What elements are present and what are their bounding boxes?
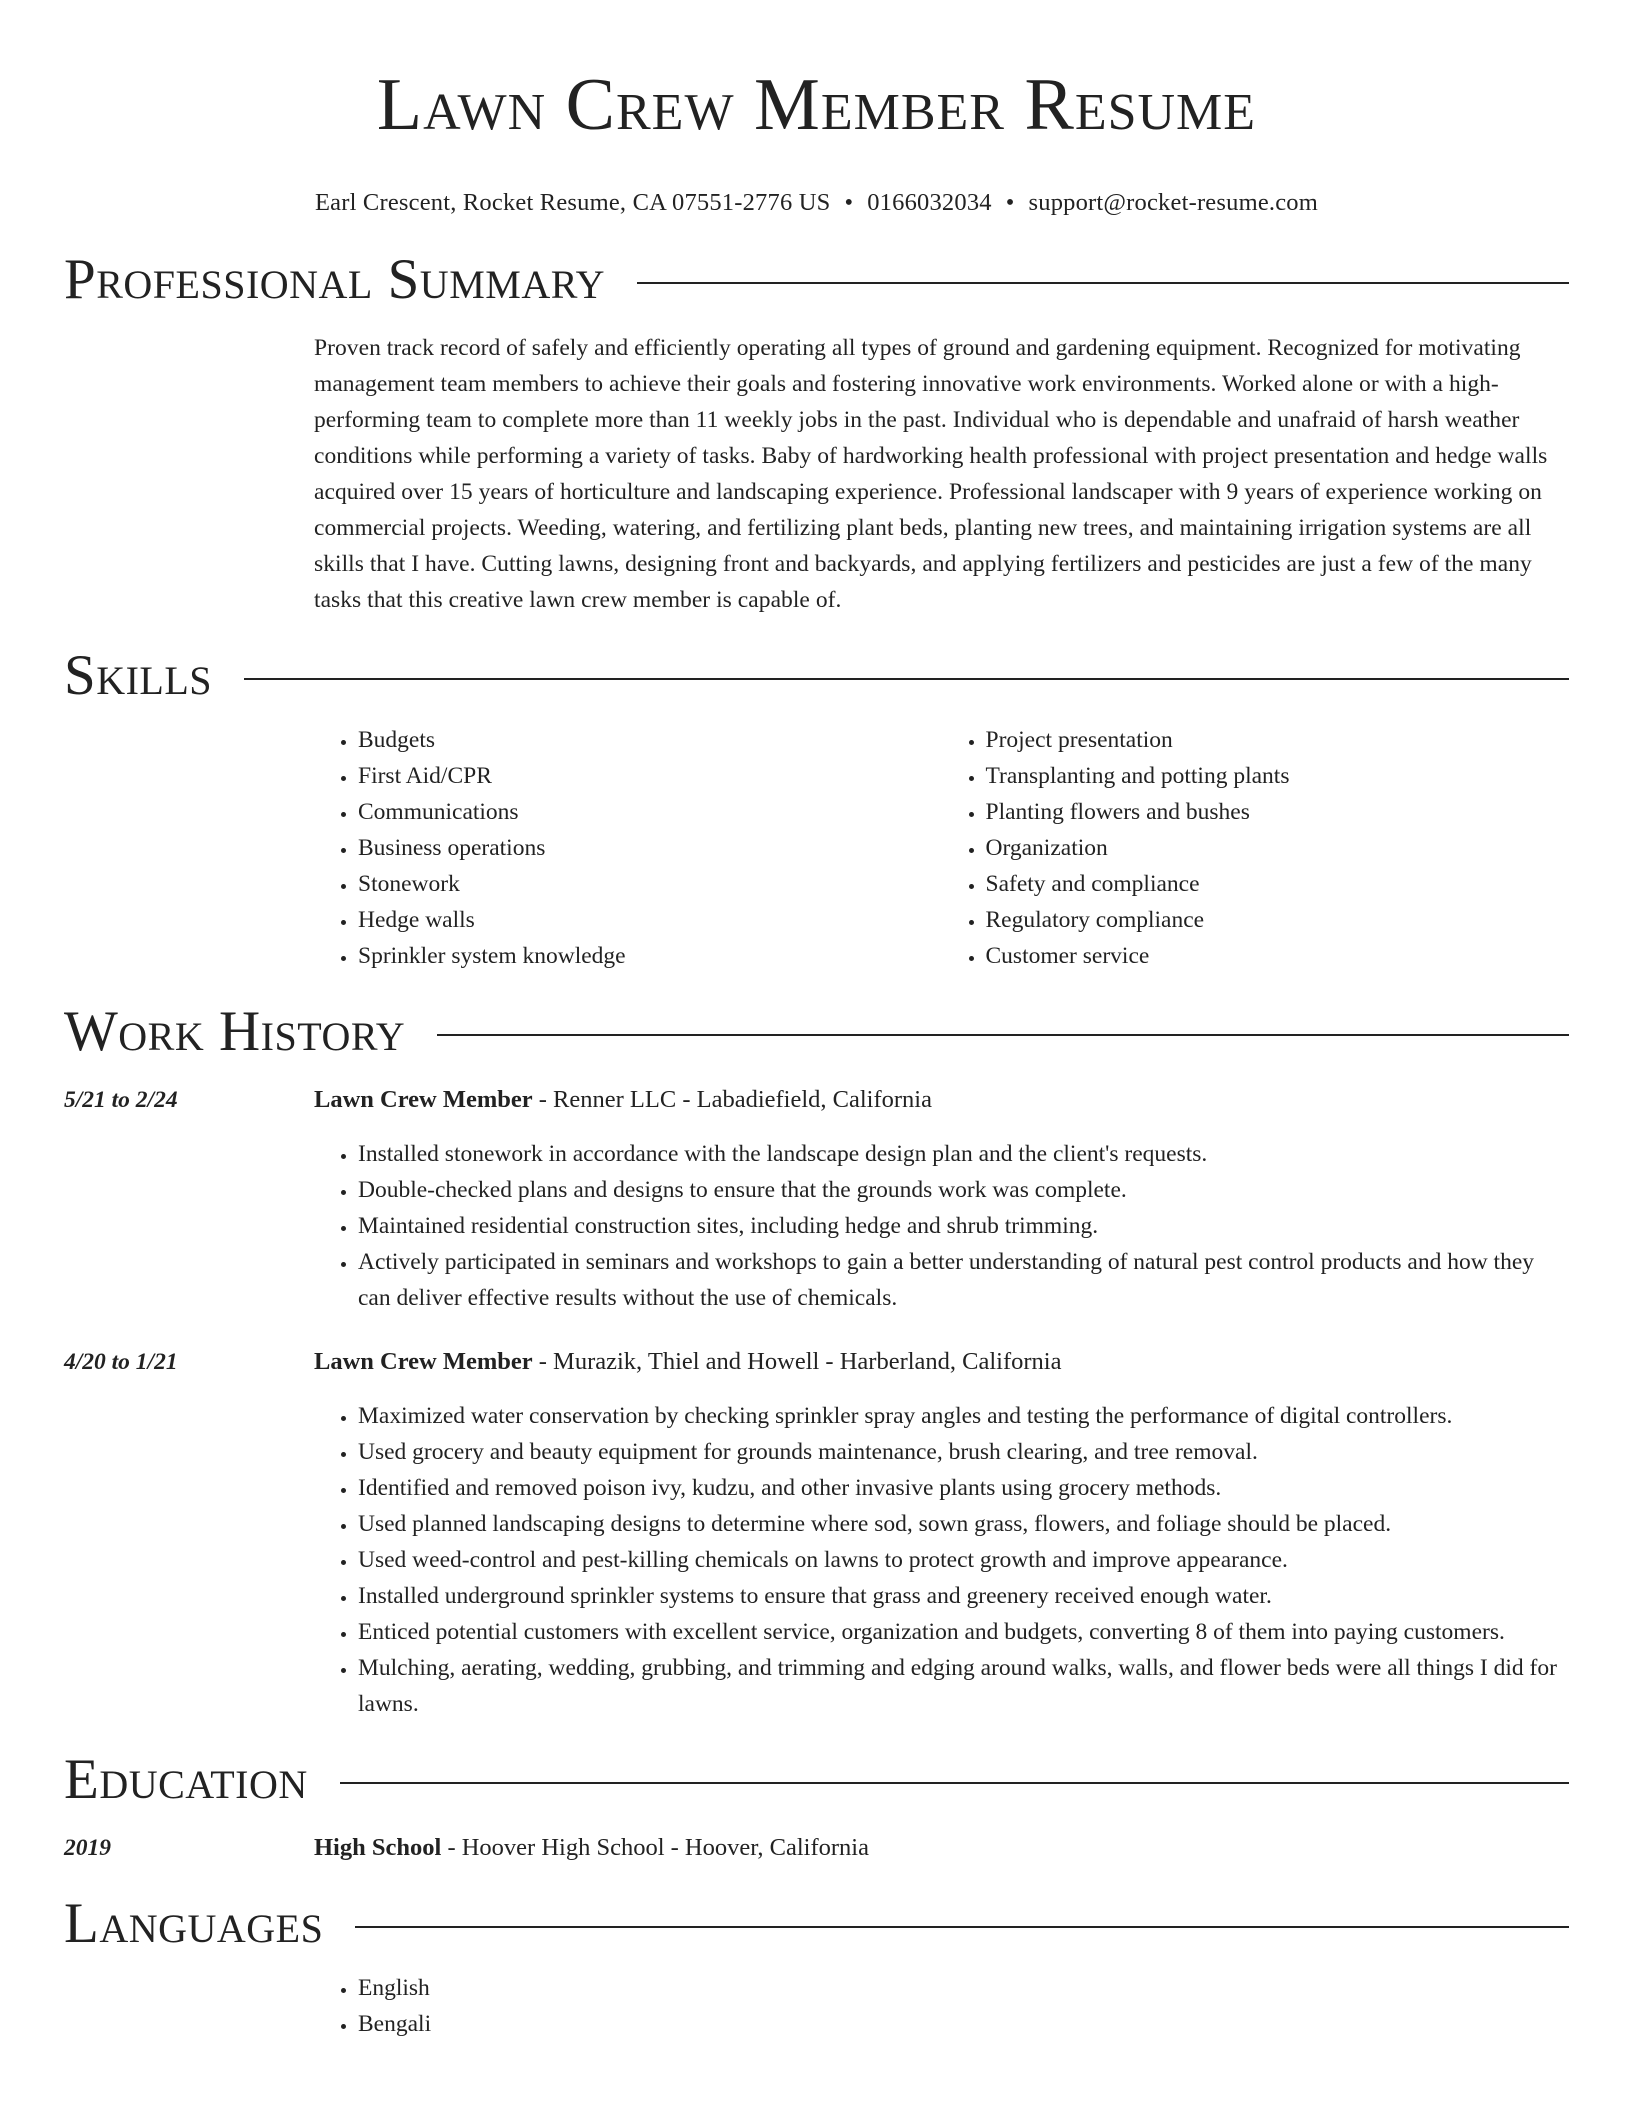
- skills-section-header: [64, 646, 1569, 706]
- skill-item: • Communications: [358, 794, 942, 830]
- job-duty: • Enticed potential customers with excellent service, organization and budgets, converting 8 of them into paying customers.: [358, 1614, 1569, 1650]
- skill-item: • Organization: [986, 830, 1570, 866]
- work-section-header: [64, 1002, 1569, 1062]
- summary-heading: Professional Summary: [64, 248, 606, 311]
- languages-section-header: [64, 1894, 1569, 1954]
- skill-item: • Budgets: [358, 722, 942, 758]
- skill-item: • Project presentation: [986, 722, 1570, 758]
- education-line: [314, 1830, 869, 1866]
- languages-heading: Languages: [64, 1892, 324, 1955]
- job-dates: 5/21 to 2/24: [64, 1087, 178, 1113]
- job-duty: • Identified and removed poison ivy, kudzu, and other invasive plants using grocery methods.: [358, 1470, 1569, 1506]
- skill-item: • Regulatory compliance: [986, 902, 1570, 938]
- contact-email: support@rocket-resume.com: [1028, 189, 1319, 216]
- job-duties: [314, 1398, 1569, 1722]
- job-employer: - Renner LLC - Labadiefield, California: [532, 1086, 932, 1113]
- work-heading: Work History: [64, 1000, 406, 1063]
- job-duty: • Double-checked plans and designs to ensure that the grounds work was complete.: [358, 1172, 1569, 1208]
- skill-item: • Customer service: [986, 938, 1570, 974]
- job-employer: - Murazik, Thiel and Howell - Harberland, California: [532, 1348, 1062, 1375]
- section-divider: [355, 1926, 1569, 1928]
- education-degree: High School: [314, 1834, 442, 1861]
- job-duty: • Used grocery and beauty equipment for grounds maintenance, brush clearing, and tree removal.: [358, 1434, 1569, 1470]
- section-divider: [244, 678, 1569, 680]
- section-divider: [340, 1782, 1569, 1784]
- skill-item: • Business operations: [358, 830, 942, 866]
- job-duty: • Installed underground sprinkler systems to ensure that grass and greenery received enough water.: [358, 1578, 1569, 1614]
- skill-item: • First Aid/CPR: [358, 758, 942, 794]
- job-duty: • Used weed-control and pest-killing chemicals on lawns to protect growth and improve appearance.: [358, 1542, 1569, 1578]
- skills-list: [314, 722, 1569, 974]
- summary-section-header: [64, 250, 1569, 310]
- resume-title: Lawn Crew Member Resume: [376, 64, 1257, 146]
- job-duty: • Actively participated in seminars and workshops to gain a better understanding of natural pest control products and how they can deliver effective results without the use of chemicals.: [358, 1244, 1569, 1316]
- summary-text: Proven track record of safely and efficiently operating all types of ground and gardening equipment. Recognized for motivating management team members to achieve their goals and fostering innovative work environments. Worked alone or with a high-performing team to complete more than 11 weekly jobs in the past. Individual who is dependable and unafraid of harsh weather conditions while performing a variety of tasks. Baby of hardworking health professional with project presentation and hedge walls acquired over 15 years of horticulture and landscaping experience. Professional landscaper with 9 years of experience working on commercial projects. Weeding, watering, and fertilizing plant beds, planting new trees, and maintaining irrigation systems are all skills that I have. Cutting lawns, designing front and backyards, and applying fertilizers and pesticides are just a few of the many tasks that this creative lawn crew member is capable of.: [314, 335, 1548, 613]
- contact-phone: 0166032034: [867, 189, 992, 216]
- job-header: [64, 1344, 1569, 1380]
- job-duty: • Maximized water conservation by checking sprinkler spray angles and testing the performance of digital controllers.: [358, 1398, 1569, 1434]
- job-entry: [64, 1082, 1569, 1316]
- skill-item: • Planting flowers and bushes: [986, 794, 1570, 830]
- skill-item: • Stonework: [358, 866, 942, 902]
- education-entry: [64, 1830, 1569, 1866]
- section-divider: [637, 282, 1569, 284]
- contact-line: [64, 188, 1569, 218]
- job-entry: [64, 1344, 1569, 1722]
- section-divider: [437, 1034, 1569, 1036]
- skill-item: • Transplanting and potting plants: [986, 758, 1570, 794]
- language-item: • English: [358, 1970, 1569, 2006]
- education-section-header: [64, 1750, 1569, 1810]
- skill-item: • Hedge walls: [358, 902, 942, 938]
- job-dates: 4/20 to 1/21: [64, 1349, 178, 1375]
- language-item: • Bengali: [358, 2006, 1569, 2042]
- education-school: - Hoover High School - Hoover, California: [441, 1834, 869, 1861]
- job-title-line: [314, 1344, 1061, 1380]
- skill-item: • Sprinkler system knowledge: [358, 938, 942, 974]
- skills-column-left: [314, 722, 942, 974]
- contact-separator: •: [844, 189, 854, 216]
- skill-item: • Safety and compliance: [986, 866, 1570, 902]
- job-duty: • Installed stonework in accordance with the landscape design plan and the client's requests.: [358, 1136, 1569, 1172]
- job-duty: • Mulching, aerating, wedding, grubbing, and trimming and edging around walks, walls, and flower beds were all things I did for lawns.: [358, 1650, 1569, 1722]
- job-duty: • Used planned landscaping designs to determine where sod, sown grass, flowers, and foliage should be placed.: [358, 1506, 1569, 1542]
- job-header: [64, 1082, 1569, 1118]
- job-duty: • Maintained residential construction sites, including hedge and shrub trimming.: [358, 1208, 1569, 1244]
- job-title-line: [314, 1082, 932, 1118]
- job-title: Lawn Crew Member: [314, 1348, 533, 1375]
- education-year: 2019: [64, 1835, 111, 1861]
- languages-list: [314, 1970, 1569, 2042]
- skills-heading: Skills: [64, 644, 213, 707]
- skills-column-right: [942, 722, 1570, 974]
- job-title: Lawn Crew Member: [314, 1086, 533, 1113]
- job-duties: [314, 1136, 1569, 1316]
- contact-separator: •: [1005, 189, 1015, 216]
- education-heading: Education: [64, 1748, 308, 1811]
- contact-address: Earl Crescent, Rocket Resume, CA 07551-2776 US: [314, 189, 831, 216]
